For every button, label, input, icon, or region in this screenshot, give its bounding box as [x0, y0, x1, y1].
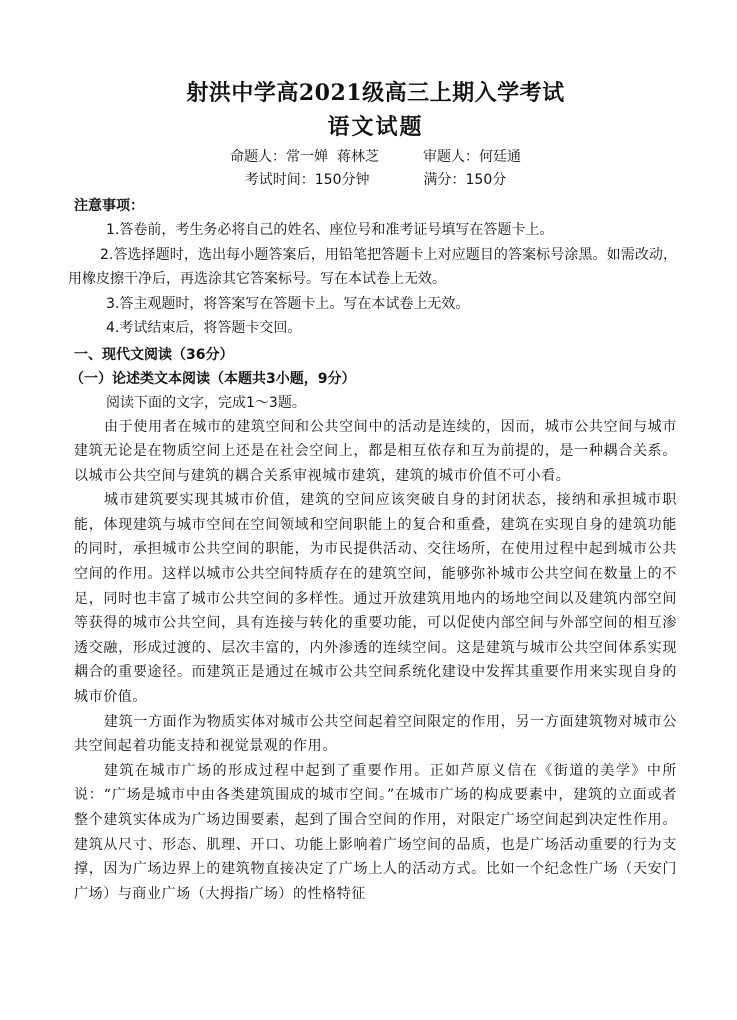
- exam-title: 射洪中学高2021级高三上期入学考试: [186, 80, 565, 106]
- full-score: 满分：150分: [423, 172, 507, 188]
- reviewer: 审题人：何廷通: [422, 149, 521, 165]
- reading-instruction: 阅读下面的文字，完成1～3题。: [106, 394, 306, 411]
- exam-subject: 语文试题: [327, 114, 424, 140]
- note-item: 1.答卷前，考生务必将自己的姓名、座位号和准考证号填写在答题卡上。: [106, 222, 554, 238]
- notes-heading: 注意事项：: [74, 198, 144, 214]
- subsection-heading: （一）论述类文本阅读（本题共3小题，9分）: [70, 370, 356, 387]
- passage-paragraph: 建筑在城市广场的形成过程中起到了重要作用。正如芦原义信在《街道的美学》中所说：“广场是城市中由各类建筑围成的城市空间。”在城市广场的构成要素中，建筑的立面或者整个建筑实体成为广场边围要素，起到了围合空间的作用，对限定广场空间起到决定性作用。建筑从尺寸、形态、肌理、开口、功能上影响着广场空间的品质，也是广场活动重要的行为支撑，因为广场边界上的建筑物直接决定了广场上人的活动方式。比如一个纪念性广场（天安门广场）与商业广场（大拇指广场）的性格特征: [74, 762, 677, 902]
- authors: 命题人：常一婵 蒋林芝: [230, 149, 379, 165]
- time-score-line: [74, 169, 677, 192]
- section-heading: 一、现代文阅读（36分）: [74, 346, 234, 363]
- note-item: 4.考试结束后，将答题卡交回。: [106, 320, 302, 336]
- exam-time: 考试时间：150分钟: [244, 172, 370, 188]
- author-line: [74, 146, 677, 169]
- passage-paragraph: 建筑一方面作为物质实体对城市公共空间起着空间限定的作用，另一方面建筑物对城市公共空间起着功能支持和视觉景观的作用。: [74, 713, 677, 755]
- note-item: 2.答选择题时，选出每小题答案后，用铅笔把答题卡上对应题目的答案标号涂黑。如需改动，用橡皮擦干净后，再选涂其它答案标号。写在本试卷上无效。: [68, 246, 677, 287]
- passage-paragraph: 由于使用者在城市的建筑空间和公共空间中的活动是连续的，因而，城市公共空间与城市建筑无论是在物质空间上还是在社会空间上，都是相互依存和互为前提的，是一种耦合关系。以城市公共空间与建筑的耦合关系审视城市建筑，建筑的城市价值不可小看。: [74, 418, 677, 484]
- passage-paragraph: 城市建筑要实现其城市价值，建筑的空间应该突破自身的封闭状态，接纳和承担城市职能，体现建筑与城市空间在空间领域和空间职能上的复合和重叠，建筑在实现自身的建筑功能的同时，承担城市公共空间的职能，为市民提供活动、交往场所，在使用过程中起到城市公共空间的作用。这样以城市公共空间特质存在的建筑空间，能够弥补城市公共空间在数量上的不足，同时也丰富了城市公共空间的多样性。通过开放建筑用地内的场地空间以及建筑内部空间等获得的城市公共空间，具有连接与转化的重要功能，可以促使内部空间与外部空间的相互渗透交融，形成过渡的、层次丰富的，内外渗透的连续空间。这是建筑与城市公共空间体系实现耦合的重要途径。而建筑正是通过在城市公共空间系统化建设中发挥其重要作用来实现自身的城市价值。: [74, 492, 677, 706]
- note-item: 3.答主观题时，将答案写在答题卡上。写在本试卷上无效。: [106, 295, 470, 312]
